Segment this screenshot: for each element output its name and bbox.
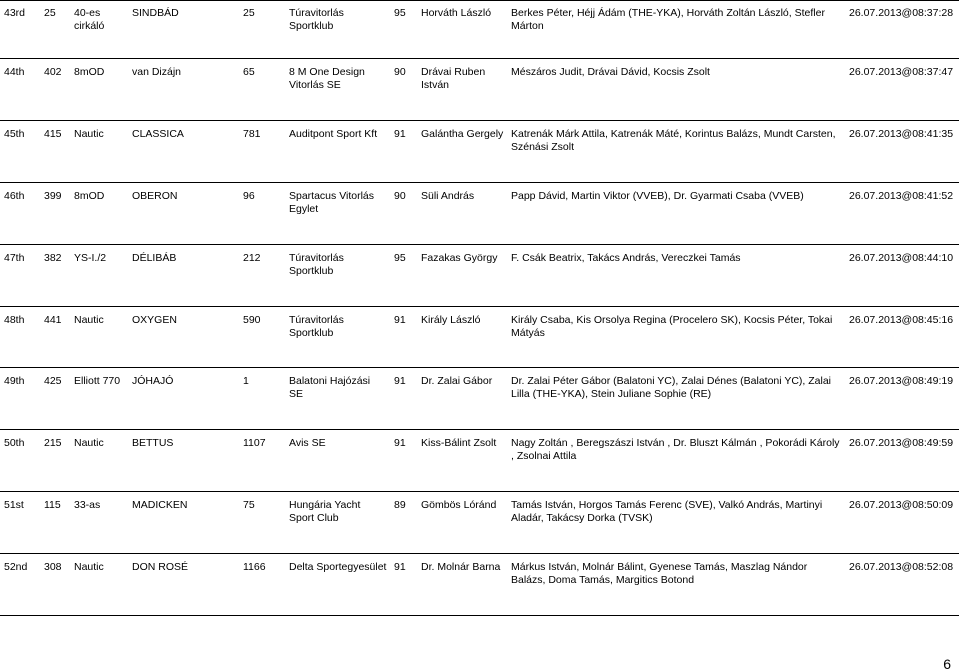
boat-class-cell: Nautic [74, 561, 104, 574]
skipper-cell: Drávai Ruben István [421, 66, 486, 91]
sail-number-cell: 308 [44, 561, 62, 574]
results-body [0, 1, 959, 616]
skipper-cell: Gömbös Lóránd [421, 499, 497, 512]
club-cell: Túravitorlás Sportklub [289, 251, 344, 277]
finish-time-cell: 26.07.2013@08:45:16 [849, 313, 954, 326]
sail-number-cell: 399 [44, 189, 62, 202]
yardstick-cell: 95 [394, 7, 406, 19]
club-cell: Delta Sportegyesület [289, 561, 387, 574]
handicap-number-cell: 65 [243, 66, 255, 78]
handicap-number-cell: 781 [243, 127, 261, 140]
sail-number-cell: 382 [44, 251, 62, 264]
crew-cell: Tamás István, Horgos Tamás Ferenc (SVE), Valkó András, Martinyi Aladár, Takácsy Dorka (TVSK) [511, 499, 823, 525]
boat-name-cell: JÓHAJÓ [132, 375, 174, 388]
crew-cell: Márkus István, Molnár Bálint, Gyenese Tamás, Maszlag Nándor Balázs, Doma Tamás, Margitics Botond [511, 561, 808, 587]
finish-time-cell: 26.07.2013@08:49:19 [849, 375, 954, 388]
boat-class-cell: 8mOD [74, 189, 105, 202]
handicap-number-cell: 212 [243, 251, 261, 264]
yardstick-cell: 91 [394, 375, 406, 388]
boat-class-cell: Nautic [74, 437, 104, 450]
yardstick-cell: 90 [394, 66, 406, 78]
handicap-number-cell: 25 [243, 7, 255, 19]
boat-name-cell: SINDBÁD [132, 7, 179, 19]
table-row [0, 182, 959, 244]
handicap-number-cell: 96 [243, 189, 255, 202]
boat-name-cell: DON ROSÉ [132, 561, 189, 574]
yardstick-cell: 89 [394, 499, 406, 512]
place-cell: 48th [4, 313, 25, 326]
place-cell: 47th [4, 251, 25, 264]
club-cell: Túravitorlás Sportklub [289, 7, 344, 32]
place-cell: 52nd [4, 561, 28, 574]
club-cell: Túravitorlás Sportklub [289, 313, 344, 339]
boat-class-cell: 8mOD [74, 66, 105, 78]
table-row [0, 430, 959, 492]
skipper-cell: Kiss-Bálint Zsolt [421, 437, 497, 450]
skipper-cell: Horváth László [421, 7, 492, 19]
boat-class-cell: YS-I./2 [74, 251, 107, 264]
sail-number-cell: 441 [44, 313, 62, 326]
skipper-cell: Galántha Gergely [421, 127, 504, 140]
table-row [0, 244, 959, 306]
place-cell: 51st [4, 499, 24, 512]
handicap-number-cell: 1166 [243, 561, 266, 574]
club-cell: Hungária Yacht Sport Club [289, 499, 361, 525]
finish-time-cell: 26.07.2013@08:37:28 [849, 7, 954, 19]
crew-cell: Király Csaba, Kis Orsolya Regina (Procelero SK), Kocsis Péter, Tokai Mátyás [511, 313, 833, 339]
crew-cell: Dr. Zalai Péter Gábor (Balatoni YC), Zalai Dénes (Balatoni YC), Zalai Lilla (THE-YKA), Stein Juliane Sophie (RE) [511, 375, 831, 401]
finish-time-cell: 26.07.2013@08:37:47 [849, 66, 954, 78]
crew-cell: Nagy Zoltán , Beregszászi István , Dr. Bluszt Kálmán , Pokorádi Károly , Zsolnai Attila [511, 437, 840, 463]
sail-number-cell: 402 [44, 66, 62, 78]
crew-cell: Mészáros Judit, Drávai Dávid, Kocsis Zsolt [511, 66, 710, 78]
yardstick-cell: 91 [394, 127, 406, 140]
skipper-cell: Dr. Molnár Barna [421, 561, 501, 574]
boat-name-cell: DÉLIBÁB [132, 251, 177, 264]
sail-number-cell: 215 [44, 437, 62, 450]
yardstick-cell: 91 [394, 437, 406, 450]
boat-name-cell: OBERON [132, 189, 178, 202]
club-cell: 8 M One Design Vitorlás SE [289, 66, 365, 91]
boat-class-cell: Nautic [74, 313, 104, 326]
yardstick-cell: 95 [394, 251, 406, 264]
place-cell: 49th [4, 375, 25, 388]
boat-class-cell: 40-es cirkáló [74, 7, 105, 32]
page-number: 6 [943, 656, 951, 672]
finish-time-cell: 26.07.2013@08:44:10 [849, 251, 954, 264]
boat-name-cell: van Dizájn [132, 66, 182, 78]
finish-time-cell: 26.07.2013@08:41:35 [849, 127, 954, 140]
boat-name-cell: OXYGEN [132, 313, 177, 326]
boat-name-cell: BETTUS [132, 437, 174, 450]
handicap-number-cell: 590 [243, 313, 261, 326]
sail-number-cell: 25 [44, 7, 56, 19]
boat-class-cell: Elliott 770 [74, 375, 121, 388]
boat-name-cell: CLASSICA [132, 127, 184, 140]
finish-time-cell: 26.07.2013@08:41:52 [849, 189, 954, 202]
skipper-cell: Dr. Zalai Gábor [421, 375, 493, 388]
table-row [0, 120, 959, 182]
yardstick-cell: 90 [394, 189, 406, 202]
club-cell: Balatoni Hajózási SE [289, 375, 371, 401]
skipper-cell: Fazakas György [421, 251, 498, 264]
club-cell: Auditpont Sport Kft [289, 127, 378, 140]
place-cell: 44th [4, 66, 25, 78]
boat-class-cell: 33-as [74, 499, 101, 512]
table-row [0, 368, 959, 430]
table-row [0, 306, 959, 368]
table-row [0, 59, 959, 121]
table-row [0, 554, 959, 616]
place-cell: 46th [4, 189, 25, 202]
crew-cell: Katrenák Márk Attila, Katrenák Máté, Korintus Balázs, Mundt Carsten, Szénási Zsolt [511, 127, 836, 153]
club-cell: Avis SE [289, 437, 326, 450]
handicap-number-cell: 1 [243, 375, 249, 388]
finish-time-cell: 26.07.2013@08:52:08 [849, 561, 954, 574]
sail-number-cell: 115 [44, 499, 61, 512]
table-row [0, 1, 959, 59]
crew-cell: Papp Dávid, Martin Viktor (VVEB), Dr. Gyarmati Csaba (VVEB) [511, 189, 804, 202]
skipper-cell: Süli András [421, 189, 475, 202]
boat-class-cell: Nautic [74, 127, 104, 140]
finish-time-cell: 26.07.2013@08:49:59 [849, 437, 954, 450]
place-cell: 50th [4, 437, 25, 450]
place-cell: 45th [4, 127, 25, 140]
skipper-cell: Király László [421, 313, 481, 326]
place-cell: 43rd [4, 7, 26, 19]
table-row [0, 492, 959, 554]
boat-name-cell: MADICKEN [132, 499, 188, 512]
crew-cell: F. Csák Beatrix, Takács András, Vereczkei Tamás [511, 251, 741, 264]
handicap-number-cell: 75 [243, 499, 255, 512]
sail-number-cell: 415 [44, 127, 62, 140]
crew-cell: Berkes Péter, Héjj Ádám (THE-YKA), Horváth Zoltán László, Stefler Márton [511, 7, 825, 32]
yardstick-cell: 91 [394, 561, 406, 574]
handicap-number-cell: 1107 [243, 437, 266, 450]
finish-time-cell: 26.07.2013@08:50:09 [849, 499, 954, 512]
yardstick-cell: 91 [394, 313, 406, 326]
club-cell: Spartacus Vitorlás Egylet [289, 189, 375, 215]
sail-number-cell: 425 [44, 375, 62, 388]
